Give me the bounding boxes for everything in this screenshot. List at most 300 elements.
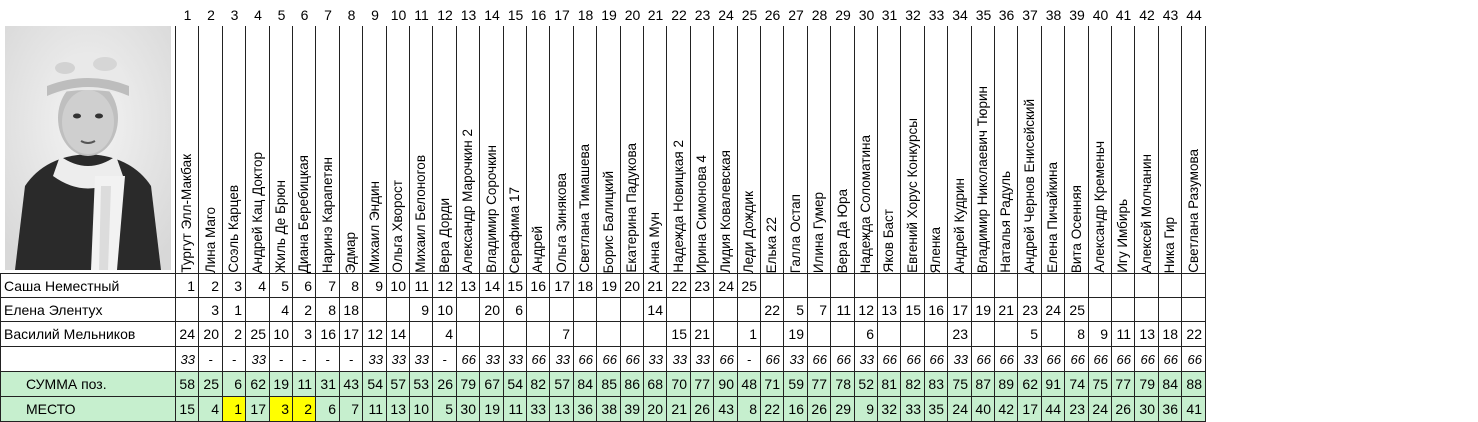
- cell-person2: [1135, 298, 1159, 322]
- cell-place: 11: [363, 397, 387, 422]
- cell-count_row: 33: [855, 347, 878, 372]
- cell-count_row: 66: [457, 347, 480, 372]
- cell-count_row: 66: [527, 347, 550, 372]
- participant-name-text: Борис Балицкий: [600, 170, 616, 273]
- cell-person3: 2: [223, 322, 246, 347]
- cell-sum: 81: [878, 372, 901, 397]
- cell-person2: [176, 298, 199, 322]
- participant-name-text: Серафима 17: [507, 186, 523, 273]
- column-number: 10: [390, 7, 407, 23]
- cell-count_row: 33: [504, 347, 527, 372]
- cell-count_row: 66: [808, 347, 831, 372]
- participant-name-text: Андрей Кац Доктор: [249, 151, 265, 273]
- cell-person1: 24: [714, 274, 738, 298]
- cell-person3: [480, 322, 504, 347]
- column-number: 37: [1022, 7, 1038, 23]
- cell-place: 19: [480, 397, 504, 422]
- column-number: 39: [1069, 7, 1085, 23]
- cell-person1: 10: [387, 274, 410, 298]
- participant-name: [878, 26, 901, 274]
- cell-person3: 5: [1018, 322, 1042, 347]
- cell-count_row: 66: [714, 347, 738, 372]
- cell-place: 20: [644, 397, 667, 422]
- cell-place: 41: [1182, 397, 1206, 422]
- cell-sum: 19: [270, 372, 293, 397]
- cell-person1: [784, 274, 808, 298]
- cell-person1: [1112, 274, 1135, 298]
- cell-sum: 62: [246, 372, 270, 397]
- cell-sum: 67: [480, 372, 504, 397]
- participant-name-text: Ирина Симонова 4: [694, 154, 710, 273]
- participant-name: [761, 26, 784, 274]
- cell-place: 33: [527, 397, 550, 422]
- row-label-person3: Василий Мельников: [0, 322, 176, 347]
- cell-person3: 9: [1089, 322, 1112, 347]
- cell-place: 43: [714, 397, 738, 422]
- cell-count_row: -: [340, 347, 363, 372]
- participant-name-text: Игу Имбирь: [1115, 199, 1131, 273]
- cell-person2: [1112, 298, 1135, 322]
- participant-name-text: Ольга Хворост: [390, 180, 406, 273]
- cell-person1: [761, 274, 784, 298]
- cell-sum: 11: [293, 372, 316, 397]
- cell-place: 17: [1018, 397, 1042, 422]
- column-number: 32: [905, 7, 921, 23]
- column-number: 25: [741, 7, 758, 23]
- cell-person1: [855, 274, 878, 298]
- cell-person2: 16: [925, 298, 948, 322]
- cell-count_row: -: [316, 347, 340, 372]
- cell-person3: 17: [340, 322, 363, 347]
- cell-person1: 4: [246, 274, 270, 298]
- participant-name: [597, 26, 621, 274]
- cell-person1: [1089, 274, 1112, 298]
- participant-name: [1018, 26, 1042, 274]
- cell-sum: 74: [1065, 372, 1089, 397]
- cell-place: 10: [410, 397, 433, 422]
- cell-person2: 13: [878, 298, 901, 322]
- cell-person3: [878, 322, 901, 347]
- cell-place: 2: [293, 397, 316, 422]
- cell-place: 8: [738, 397, 761, 422]
- cell-person3: 24: [176, 322, 199, 347]
- cell-person2: 1: [223, 298, 246, 322]
- cell-person1: [901, 274, 925, 298]
- cell-place: 9: [855, 397, 878, 422]
- cell-person1: [808, 274, 831, 298]
- participant-name-text: Михаил Белоногов: [413, 155, 429, 273]
- cell-person1: [1135, 274, 1159, 298]
- cell-person1: 5: [270, 274, 293, 298]
- cell-person1: 20: [621, 274, 644, 298]
- cell-person1: 18: [574, 274, 597, 298]
- column-number: 5: [277, 7, 286, 23]
- cell-person3: [925, 322, 948, 347]
- cell-person1: [925, 274, 948, 298]
- participant-name-text: Надежда Новицкая 2: [670, 140, 686, 273]
- cell-sum: 84: [574, 372, 597, 397]
- participant-name: [901, 26, 925, 274]
- column-number: 4: [254, 7, 262, 23]
- cell-place: 13: [387, 397, 410, 422]
- cell-count_row: 33: [550, 347, 574, 372]
- cell-sum: 26: [433, 372, 457, 397]
- participant-name: [644, 26, 667, 274]
- cell-count_row: 66: [1135, 347, 1159, 372]
- cell-place: 3: [270, 397, 293, 422]
- cell-sum: 48: [738, 372, 761, 397]
- participant-name-text: Наталья Радуль: [998, 171, 1014, 273]
- cell-person2: 20: [480, 298, 504, 322]
- participant-name-text: Светлана Разумова: [1185, 149, 1201, 273]
- column-number: 21: [647, 7, 664, 23]
- cell-place: 36: [1159, 397, 1182, 422]
- cell-person3: 11: [1112, 322, 1135, 347]
- cell-sum: 52: [855, 372, 878, 397]
- cell-place: 29: [831, 397, 855, 422]
- cell-count_row: 66: [831, 347, 855, 372]
- participant-name: [340, 26, 363, 274]
- cell-person3: 10: [270, 322, 293, 347]
- cell-person2: 12: [855, 298, 878, 322]
- column-number: 20: [624, 7, 641, 23]
- cell-place: 35: [925, 397, 948, 422]
- cell-sum: 79: [457, 372, 480, 397]
- participant-name: [1065, 26, 1089, 274]
- column-number: 17: [554, 7, 570, 23]
- cell-place: 15: [176, 397, 199, 422]
- cell-count_row: 66: [1042, 347, 1065, 372]
- column-number: 26: [764, 7, 781, 23]
- participant-name-text: Яков Баст: [881, 209, 897, 273]
- cell-person3: [995, 322, 1018, 347]
- participant-name-text: Леди Дождик: [741, 190, 757, 273]
- cell-place: 32: [878, 397, 901, 422]
- cell-count_row: 66: [972, 347, 995, 372]
- participant-name-text: Александр Марочкин 2: [460, 128, 476, 273]
- cell-place: 33: [901, 397, 925, 422]
- cell-sum: 87: [972, 372, 995, 397]
- cell-place: 44: [1042, 397, 1065, 422]
- participant-name-text: Владимир Сорочкин: [483, 145, 499, 273]
- cell-person2: 21: [995, 298, 1018, 322]
- cell-count_row: 33: [410, 347, 433, 372]
- cell-person2: 15: [901, 298, 925, 322]
- cell-sum: 85: [597, 372, 621, 397]
- cell-person2: [738, 298, 761, 322]
- participant-name-text: Ника Гир: [1162, 216, 1178, 273]
- cell-person2: [574, 298, 597, 322]
- participant-name-text: Тургут Элл-Макбак: [179, 154, 195, 273]
- participant-name: [784, 26, 808, 274]
- participant-name: [316, 26, 340, 274]
- participant-name-text: Эдмар: [343, 231, 359, 273]
- cell-person1: 25: [738, 274, 761, 298]
- cell-sum: 68: [644, 372, 667, 397]
- column-number: 11: [414, 7, 429, 23]
- participant-name-text: Лидия Ковалевская: [717, 150, 733, 273]
- participant-name-text: Вита Осенняя: [1068, 184, 1084, 273]
- participant-name: [621, 26, 644, 274]
- cell-sum: 59: [784, 372, 808, 397]
- photo-cell: [0, 26, 176, 274]
- column-number: 13: [460, 7, 477, 23]
- cell-person2: 9: [410, 298, 433, 322]
- cell-person2: [246, 298, 270, 322]
- cell-sum: 89: [995, 372, 1018, 397]
- cell-person1: 15: [504, 274, 527, 298]
- cell-count_row: -: [738, 347, 761, 372]
- cell-person3: 20: [199, 322, 223, 347]
- cell-count_row: 66: [1065, 347, 1089, 372]
- participant-name: [995, 26, 1018, 274]
- cell-person1: [972, 274, 995, 298]
- cell-person2: 8: [316, 298, 340, 322]
- cell-place: 6: [316, 397, 340, 422]
- cell-person2: 19: [972, 298, 995, 322]
- cell-sum: 57: [387, 372, 410, 397]
- cell-person2: 7: [808, 298, 831, 322]
- cell-person2: 2: [293, 298, 316, 322]
- cell-person2: [621, 298, 644, 322]
- cell-count_row: 33: [691, 347, 714, 372]
- participant-name-text: Михаил Эндин: [366, 180, 382, 273]
- cell-person2: 10: [433, 298, 457, 322]
- column-number: 36: [998, 7, 1015, 23]
- cell-person2: [691, 298, 714, 322]
- participant-name-text: Вера Да Юра: [834, 188, 850, 273]
- cell-sum: 79: [1135, 372, 1159, 397]
- participant-name: [387, 26, 410, 274]
- cell-person3: [644, 322, 667, 347]
- column-number: 44: [1186, 7, 1202, 23]
- cell-count_row: 33: [644, 347, 667, 372]
- cell-person2: 24: [1042, 298, 1065, 322]
- cell-person3: [761, 322, 784, 347]
- cell-person1: 9: [363, 274, 387, 298]
- cell-count_row: 33: [784, 347, 808, 372]
- column-number: 9: [371, 7, 379, 23]
- cell-sum: 82: [901, 372, 925, 397]
- participant-name: [714, 26, 738, 274]
- cell-count_row: 33: [480, 347, 504, 372]
- cell-person1: 17: [550, 274, 574, 298]
- participant-name-text: Елена Пичайкина: [1045, 162, 1061, 273]
- column-number: 42: [1139, 7, 1155, 23]
- column-number: 12: [437, 7, 453, 23]
- cell-person3: 6: [855, 322, 878, 347]
- cell-person2: [363, 298, 387, 322]
- cell-place: 38: [597, 397, 621, 422]
- column-number: 35: [975, 7, 992, 23]
- column-number: 3: [230, 7, 239, 23]
- cell-person3: [410, 322, 433, 347]
- column-number: 7: [324, 7, 332, 23]
- cell-person3: 14: [387, 322, 410, 347]
- participant-name: [1042, 26, 1065, 274]
- column-number: 8: [347, 7, 356, 23]
- cell-place: 4: [199, 397, 223, 422]
- cell-place: 39: [621, 397, 644, 422]
- cell-person2: 23: [1018, 298, 1042, 322]
- cell-place: 13: [550, 397, 574, 422]
- participant-name: [293, 26, 316, 274]
- participant-name: [831, 26, 855, 274]
- cell-person2: [1182, 298, 1206, 322]
- cell-person2: 18: [340, 298, 363, 322]
- cell-count_row: 33: [387, 347, 410, 372]
- column-number: 23: [694, 7, 711, 23]
- cell-place: 1: [223, 397, 246, 422]
- cell-person3: 7: [550, 322, 574, 347]
- cell-person3: 16: [316, 322, 340, 347]
- participant-name: [223, 26, 246, 274]
- cell-count_row: 66: [878, 347, 901, 372]
- participant-name-text: Евгений Хорус Конкурсы: [904, 118, 920, 273]
- cell-person3: 15: [667, 322, 691, 347]
- column-number: 41: [1115, 7, 1132, 23]
- row-label-person2: Елена Элентух: [0, 298, 176, 322]
- cell-sum: 54: [504, 372, 527, 397]
- cell-person3: 21: [691, 322, 714, 347]
- cell-count_row: -: [270, 347, 293, 372]
- cell-place: 36: [574, 397, 597, 422]
- cell-person1: [1182, 274, 1206, 298]
- cell-sum: 77: [1112, 372, 1135, 397]
- cell-sum: 75: [1089, 372, 1112, 397]
- cell-sum: 82: [527, 372, 550, 397]
- cell-person2: 22: [761, 298, 784, 322]
- cell-person1: 21: [644, 274, 667, 298]
- cell-sum: 31: [316, 372, 340, 397]
- column-number: 28: [811, 7, 828, 23]
- cell-count_row: -: [433, 347, 457, 372]
- participant-name-text: Владимир Николаевич Тюрин: [975, 85, 991, 273]
- row-label-sum: СУММА поз.: [0, 372, 176, 397]
- cell-count_row: 66: [574, 347, 597, 372]
- cell-person1: 12: [433, 274, 457, 298]
- cell-person1: [1065, 274, 1089, 298]
- cell-sum: 88: [1182, 372, 1206, 397]
- cell-person3: [972, 322, 995, 347]
- participant-name-text: Анна Мун: [647, 212, 663, 273]
- cell-sum: 91: [1042, 372, 1065, 397]
- cell-sum: 70: [667, 372, 691, 397]
- participant-name-text: Андрей Кудрин: [951, 177, 967, 273]
- cell-person2: 11: [831, 298, 855, 322]
- column-number: 27: [788, 7, 804, 23]
- cell-count_row: 66: [1182, 347, 1206, 372]
- cell-count_row: 66: [761, 347, 784, 372]
- cell-sum: 62: [1018, 372, 1042, 397]
- participant-name-text: Лина Маго: [202, 206, 218, 273]
- participant-name: [1182, 26, 1206, 274]
- column-number: 1: [183, 7, 192, 23]
- cell-person1: [948, 274, 972, 298]
- participant-name: [1159, 26, 1182, 274]
- participant-name-text: Александр Кременьч: [1092, 141, 1108, 273]
- participant-name: [1135, 26, 1159, 274]
- cell-count_row: 66: [995, 347, 1018, 372]
- participant-name-text: Алексей Молчанин: [1138, 153, 1154, 273]
- cell-count_row: -: [199, 347, 223, 372]
- cell-person3: [621, 322, 644, 347]
- cell-sum: 6: [223, 372, 246, 397]
- cell-place: 7: [340, 397, 363, 422]
- cell-place: 26: [808, 397, 831, 422]
- participant-name: [504, 26, 527, 274]
- participant-name: [948, 26, 972, 274]
- cell-person1: [1018, 274, 1042, 298]
- cell-sum: 77: [808, 372, 831, 397]
- cell-person3: 4: [433, 322, 457, 347]
- cell-count_row: 33: [246, 347, 270, 372]
- cell-person2: [597, 298, 621, 322]
- cell-person3: 1: [738, 322, 761, 347]
- cell-person3: [597, 322, 621, 347]
- cell-person1: 14: [480, 274, 504, 298]
- cell-place: 16: [784, 397, 808, 422]
- cell-sum: 86: [621, 372, 644, 397]
- cell-count_row: 66: [597, 347, 621, 372]
- cell-person3: 25: [246, 322, 270, 347]
- cell-person2: [527, 298, 550, 322]
- cell-sum: 84: [1159, 372, 1182, 397]
- cell-sum: 58: [176, 372, 199, 397]
- cell-person1: 3: [223, 274, 246, 298]
- cell-place: 26: [691, 397, 714, 422]
- participant-name: [176, 26, 199, 274]
- cell-person3: [1042, 322, 1065, 347]
- cell-sum: 43: [340, 372, 363, 397]
- cell-person1: 22: [667, 274, 691, 298]
- cell-person3: [901, 322, 925, 347]
- cell-person1: 1: [176, 274, 199, 298]
- cell-place: 11: [504, 397, 527, 422]
- cell-count_row: 33: [667, 347, 691, 372]
- cell-person1: 16: [527, 274, 550, 298]
- cell-sum: 75: [948, 372, 972, 397]
- participant-name-text: Елька 22: [764, 216, 780, 273]
- cell-person1: [831, 274, 855, 298]
- participant-name: [550, 26, 574, 274]
- corner-cell: [0, 4, 176, 26]
- cell-person2: 3: [199, 298, 223, 322]
- cell-person3: [457, 322, 480, 347]
- cell-place: 42: [995, 397, 1018, 422]
- cell-person2: [1159, 298, 1182, 322]
- cell-person2: [387, 298, 410, 322]
- cell-person3: 8: [1065, 322, 1089, 347]
- cell-count_row: 33: [176, 347, 199, 372]
- participant-name: [1112, 26, 1135, 274]
- cell-person2: [550, 298, 574, 322]
- cell-sum: 54: [363, 372, 387, 397]
- cell-person2: 14: [644, 298, 667, 322]
- cell-place: 30: [1135, 397, 1159, 422]
- participant-name: [667, 26, 691, 274]
- participant-name-text: Светлана Тимашева: [577, 144, 593, 273]
- column-number: 2: [207, 7, 215, 23]
- participant-name: [574, 26, 597, 274]
- cell-person3: [808, 322, 831, 347]
- cell-person1: 13: [457, 274, 480, 298]
- cell-person2: 17: [948, 298, 972, 322]
- cell-count_row: 33: [363, 347, 387, 372]
- column-number: 38: [1045, 7, 1062, 23]
- participant-name-text: Ольга Зинякова: [553, 173, 569, 273]
- grid-left-border: [0, 274, 1, 422]
